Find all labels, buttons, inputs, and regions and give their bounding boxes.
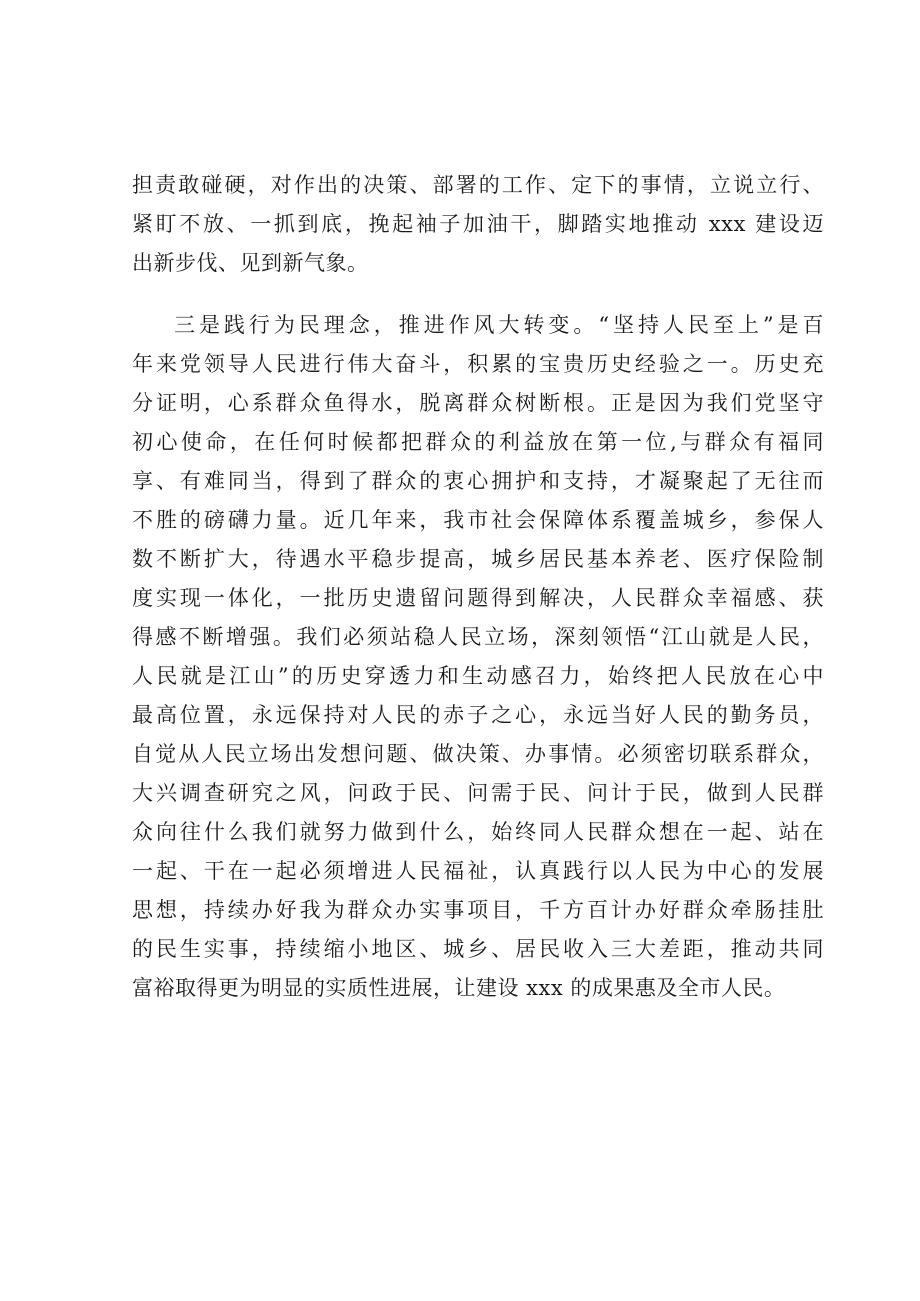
paragraph-line: 初心使命，在任何时候都把群众的利益放在第一位,与群众有福同 (132, 430, 824, 454)
paragraph-line: 思想，持续办好我为群众办实事项目，千方百计办好群众牵肠挂肚 (132, 898, 824, 922)
paragraph-line: 年来党领导人民进行伟大奋斗，积累的宝贵历史经验之一。历史充 (132, 352, 824, 376)
paragraph-line: 一起、干在一起必须增进人民福祉，认真践行以人民为中心的发展 (132, 859, 824, 883)
paragraph-line: 三是践行为民理念，推进作风大转变。“坚持人民至上”是百 (174, 313, 824, 337)
paragraph-line: 分证明，心系群众鱼得水，脱离群众树断根。正是因为我们党坚守 (132, 391, 824, 415)
paragraph-line: 得感不断增强。我们必须站稳人民立场，深刻领悟“江山就是人民， (132, 625, 824, 649)
paragraph-line: 众向往什么我们就努力做到什么，始终同人民群众想在一起、站在 (132, 820, 824, 844)
paragraph-continuation (132, 166, 824, 283)
paragraph-line: 富裕取得更为明显的实质性进展，让建设 xxx 的成果惠及全市人民。 (132, 976, 786, 1000)
paragraph-line: 的民生实事，持续缩小地区、城乡、居民收入三大差距，推动共同 (132, 937, 824, 961)
paragraph-line: 大兴调查研究之风，问政于民、问需于民、问计于民，做到人民群 (132, 781, 824, 805)
paragraph-line: 出新步伐、见到新气象。 (132, 251, 369, 275)
paragraph-line: 紧盯不放、一抓到底，挽起袖子加油干，脚踏实地推动 xxx 建设迈 (132, 212, 824, 236)
paragraph-line: 担责敢碰硬，对作出的决策、部署的工作、定下的事情，立说立行、 (132, 173, 824, 197)
paragraph-line: 不胜的磅礴力量。近几年来，我市社会保障体系覆盖城乡，参保人 (132, 508, 824, 532)
paragraph-line: 享、有难同当，得到了群众的衷心拥护和支持，才凝聚起了无往而 (132, 469, 824, 493)
paragraph-line: 数不断扩大，待遇水平稳步提高，城乡居民基本养老、医疗保险制 (132, 547, 824, 571)
paragraph-line: 度实现一体化，一批历史遗留问题得到解决，人民群众幸福感、获 (132, 586, 824, 610)
paragraph-line: 人民就是江山”的历史穿透力和生动感召力，始终把人民放在心中 (132, 664, 824, 688)
paragraph-practice-people-philosophy (132, 306, 824, 1008)
paragraph-line: 最高位置，永远保持对人民的赤子之心，永远当好人民的勤务员， (132, 703, 824, 727)
paragraph-line: 自觉从人民立场出发想问题、做决策、办事情。必须密切联系群众， (132, 742, 824, 766)
